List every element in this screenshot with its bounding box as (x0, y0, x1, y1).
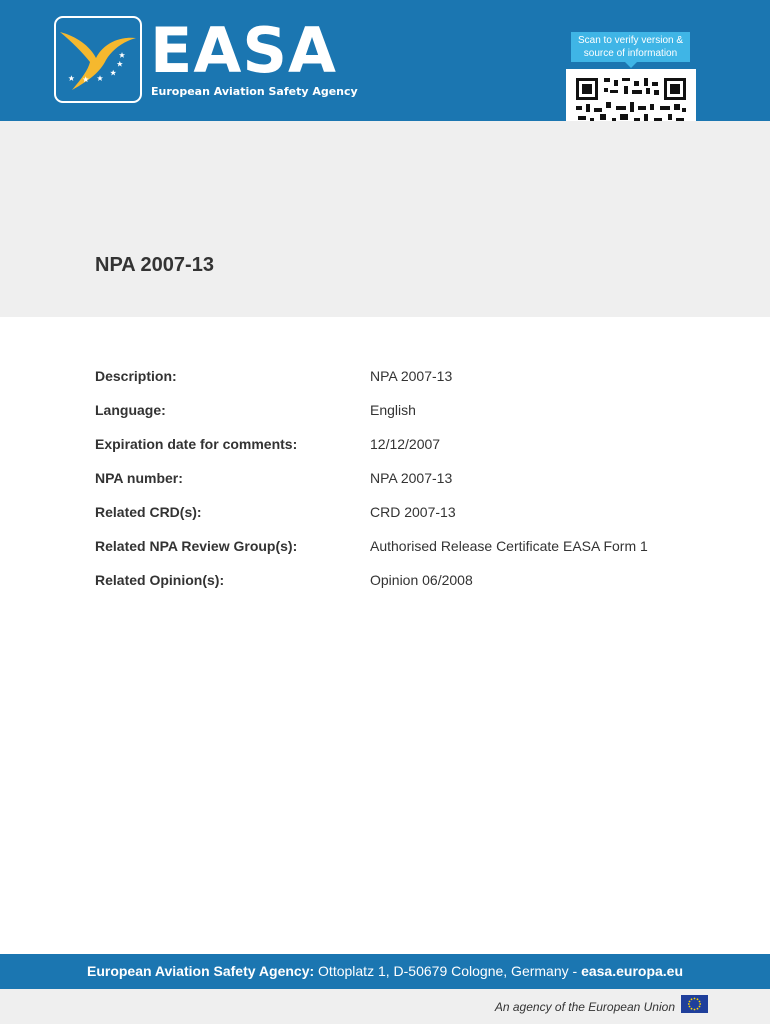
brand-wordmark: EASA (150, 14, 337, 87)
field-value: 12/12/2007 (370, 436, 441, 452)
footer-agency-label: European Aviation Safety Agency: (86, 963, 315, 979)
metadata-row (95, 470, 695, 487)
eu-tagline: An agency of the European Union (494, 1000, 675, 1014)
field-value: NPA 2007-13 (370, 368, 453, 384)
scan-callout: Scan to verify version & source of information (571, 32, 690, 62)
footer-address: Ottoplatz 1, D-50679 Cologne, Germany - (318, 963, 578, 979)
easa-logo (54, 16, 142, 103)
field-value: Authorised Release Certificate EASA Form 1 (370, 538, 648, 554)
bird-logo-icon (56, 18, 140, 101)
field-label: Related NPA Review Group(s): (95, 538, 298, 554)
metadata-row (95, 436, 695, 453)
metadata-row (95, 504, 695, 521)
field-label: Description: (95, 368, 177, 384)
eu-flag-icon (681, 995, 708, 1013)
field-label: NPA number: (95, 470, 183, 486)
footer-website-link[interactable]: easa.europa.eu (581, 963, 684, 979)
field-label: Expiration date for comments: (95, 436, 298, 452)
field-value: NPA 2007-13 (370, 470, 453, 486)
field-value: CRD 2007-13 (370, 504, 456, 520)
field-label: Language: (95, 402, 166, 418)
field-value: Opinion 06/2008 (370, 572, 473, 588)
metadata-row (95, 538, 695, 555)
title-band (0, 121, 770, 317)
metadata-row (95, 368, 695, 385)
field-label: Related Opinion(s): (95, 572, 225, 588)
page-title: NPA 2007-13 (95, 254, 214, 276)
field-value: English (370, 402, 416, 418)
agency-name: European Aviation Safety Agency (151, 85, 358, 98)
metadata-row (95, 402, 695, 419)
metadata-list (95, 368, 695, 606)
field-label: Related CRD(s): (95, 504, 202, 520)
footer-contact-bar (0, 954, 770, 989)
metadata-row (95, 572, 695, 589)
